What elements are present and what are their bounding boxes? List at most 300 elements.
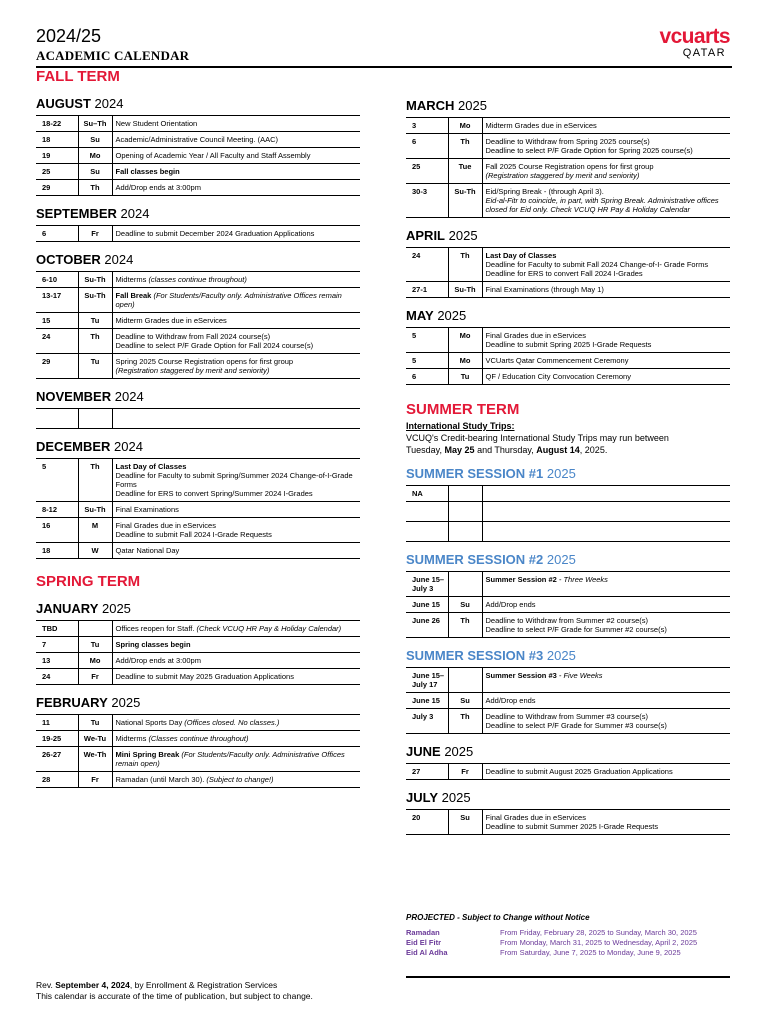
date-cell: 30-3 <box>406 184 448 218</box>
table-row <box>406 810 730 835</box>
fall-term-heading: FALL TERM <box>36 68 120 85</box>
date-cell: June 26 <box>406 613 448 638</box>
date-cell: 25 <box>36 164 78 180</box>
weekday-cell: Th <box>78 329 112 354</box>
event-cell <box>112 116 360 132</box>
event-cell <box>112 731 360 747</box>
study-trips-heading: International Study Trips: <box>406 421 515 431</box>
event-cell <box>112 772 360 788</box>
table-row <box>36 637 360 653</box>
event-text: Deadline to Withdraw from Spring 2025 course(s) <box>485 137 650 146</box>
event-text: Deadline to submit August 2025 Graduation Applications <box>485 767 673 776</box>
weekday-cell: Su–Th <box>78 116 112 132</box>
table-row <box>406 353 730 369</box>
month-heading <box>406 98 730 114</box>
date-cell <box>406 502 448 522</box>
summer-session-heading <box>406 648 730 664</box>
event-note: (For Students/Faculty only. Administrative Offices remain open) <box>115 291 342 309</box>
weekday-cell: Tu <box>78 715 112 731</box>
weekday-cell: Mo <box>448 328 482 353</box>
session-name: SUMMER SESSION #1 <box>406 466 544 481</box>
date-cell: 15 <box>36 313 78 329</box>
event-cell <box>112 518 360 543</box>
month-heading <box>36 389 360 405</box>
calendar-table <box>36 620 360 685</box>
event-detail: Deadline to select P/F Grade Option for Fall 2024 course(s) <box>115 341 314 350</box>
table-row <box>36 459 360 502</box>
month-heading <box>36 96 360 112</box>
note-line <box>406 444 730 456</box>
event-text: Add/Drop ends at 3:00pm <box>115 183 201 192</box>
weekday-cell: Fr <box>78 669 112 685</box>
event-cell <box>112 313 360 329</box>
academic-year: 2024/25 <box>36 26 102 46</box>
event-text: Ramadan (until March 30). <box>115 775 205 784</box>
event-cell <box>482 118 730 134</box>
event-note: (Subject to change!) <box>206 775 274 784</box>
month-name: MAY <box>406 308 434 323</box>
calendar-table <box>36 271 360 379</box>
weekday-cell: Su <box>448 597 482 613</box>
event-text: Mini Spring Break <box>115 750 180 759</box>
date-cell: June 15 <box>406 693 448 709</box>
event-cell <box>112 148 360 164</box>
weekday-cell: Su <box>78 132 112 148</box>
date-cell: June 15–July 3 <box>412 575 445 593</box>
event-cell <box>482 369 730 385</box>
event-cell <box>482 522 730 542</box>
table-row <box>36 313 360 329</box>
event-text: Last Day of Classes <box>485 251 557 260</box>
date-cell: 29 <box>36 180 78 196</box>
weekday-cell: Tu <box>78 354 112 379</box>
event-cell <box>482 597 730 613</box>
event-text: Fall Break <box>115 291 152 300</box>
date-cell: 27 <box>412 767 421 776</box>
weekday-cell: Th <box>448 709 482 734</box>
month-heading <box>36 439 360 455</box>
event-note: (Classes continue throughout) <box>148 734 249 743</box>
weekday-cell: Mo <box>448 353 482 369</box>
table-row <box>406 522 730 542</box>
date-cell: 6 <box>42 229 47 238</box>
event-detail: Deadline for Faculty to submit Fall 2024 Change-of-I- Grade Forms <box>485 260 709 269</box>
date-cell: 5 <box>42 462 47 471</box>
table-row <box>406 159 730 184</box>
event-text: Midterms <box>115 275 147 284</box>
event-text: Midterm Grades due in eServices <box>115 316 227 325</box>
event-text: Deadline to Withdraw from Summer #3 course(s) <box>485 712 649 721</box>
weekday-cell: Su-Th <box>448 282 482 298</box>
weekday-cell: Tu <box>448 369 482 385</box>
weekday-cell: We-Th <box>78 747 112 772</box>
event-cell <box>112 272 360 288</box>
month-heading <box>406 308 730 324</box>
event-note: (classes continue throughout) <box>148 275 247 284</box>
weekday-cell <box>448 502 482 522</box>
event-detail: Deadline to submit Summer 2025 I-Grade Requests <box>485 822 659 831</box>
event-cell <box>482 693 730 709</box>
month-year: 2025 <box>458 98 487 113</box>
session-year: 2025 <box>546 552 576 567</box>
projected-list <box>406 928 730 958</box>
table-row <box>406 369 730 385</box>
weekday-cell: M <box>78 518 112 543</box>
event-cell <box>112 621 360 637</box>
table-row <box>36 180 360 196</box>
weekday-cell: Mo <box>448 118 482 134</box>
note-fragment: and Thursday, <box>474 445 537 455</box>
table-row <box>406 134 730 159</box>
month-year: 2024 <box>94 96 124 111</box>
weekday-cell: Su-Th <box>78 272 112 288</box>
event-cell <box>112 288 360 313</box>
event-note: Eid-al-Fitr to coincide, in part, with Spring Break. Administrative offices closed for Eid only. Check VCUQ HR Pay & Holiday Calendar <box>485 196 719 214</box>
date-cell: 19-25 <box>36 731 78 747</box>
date-cell: 6 <box>406 369 448 385</box>
event-text: Summer Session #2 <box>485 575 557 584</box>
table-row <box>406 572 730 597</box>
table-row <box>406 693 730 709</box>
event-text: Eid/Spring Break - (through April 3). <box>485 187 604 196</box>
date-cell: 13-17 <box>36 288 78 313</box>
event-cell <box>112 459 360 502</box>
accuracy-note: This calendar is accurate of the time of publication, but subject to change. <box>36 991 313 1001</box>
date-cell: 5 <box>412 331 417 340</box>
event-cell <box>482 572 730 597</box>
month-year: 2025 <box>448 228 478 243</box>
event-note: - Five Weeks <box>558 671 603 680</box>
event-text: Add/Drop ends at 3:00pm <box>115 656 201 665</box>
weekday-cell: Tue <box>448 159 482 184</box>
weekday-cell: Su <box>78 164 112 180</box>
month-heading <box>406 790 730 806</box>
date-cell: 20 <box>412 813 421 822</box>
month-name: JULY <box>406 790 439 805</box>
table-row <box>406 709 730 734</box>
calendar-table <box>406 667 730 734</box>
date-cell: 16 <box>36 518 78 543</box>
event-text: Last Day of Classes <box>115 462 187 471</box>
table-row <box>36 329 360 354</box>
event-cell <box>112 180 360 196</box>
event-text: Deadline to Withdraw from Summer #2 course(s) <box>485 616 649 625</box>
holiday-name: Ramadan <box>406 928 440 937</box>
event-text: National Sports Day <box>115 718 183 727</box>
summer-session-heading <box>406 552 730 568</box>
event-cell <box>482 184 730 218</box>
table-row <box>36 148 360 164</box>
event-text: Spring 2025 Course Registration opens for first group <box>115 357 294 366</box>
event-text: Fall classes begin <box>115 167 180 176</box>
date-cell: 7 <box>36 637 78 653</box>
event-cell <box>482 248 730 282</box>
table-row <box>406 184 730 218</box>
event-text: Final Grades due in eServices <box>485 813 586 822</box>
event-note: (Registration staggered by merit and seniority) <box>485 171 640 180</box>
event-cell <box>482 709 730 734</box>
event-detail: Deadline to select P/F Grade for Summer #2 course(s) <box>485 625 667 634</box>
table-row <box>36 621 360 637</box>
event-cell <box>112 669 360 685</box>
table-row <box>36 272 360 288</box>
table-row <box>36 288 360 313</box>
event-text: Qatar National Day <box>115 546 180 555</box>
event-cell <box>482 668 730 693</box>
event-cell <box>112 354 360 379</box>
projected-title: PROJECTED - Subject to Change without Notice <box>406 913 590 922</box>
weekday-cell: Th <box>448 248 482 282</box>
month-heading <box>36 206 360 222</box>
month-heading <box>406 228 730 244</box>
event-text: Deadline to submit May 2025 Graduation Applications <box>115 672 294 681</box>
date-cell: 18-22 <box>42 119 62 128</box>
table-row <box>406 764 730 780</box>
calendar-table <box>36 458 360 559</box>
calendar-table <box>36 408 360 429</box>
month-name: MARCH <box>406 98 455 113</box>
event-cell <box>482 502 730 522</box>
month-name: OCTOBER <box>36 252 101 267</box>
event-note: (Registration staggered by merit and seniority) <box>115 366 270 375</box>
table-row <box>406 486 730 502</box>
calendar-table <box>36 225 360 242</box>
event-text: Add/Drop ends <box>485 600 536 609</box>
table-row <box>36 653 360 669</box>
table-row <box>36 747 360 772</box>
weekday-cell <box>448 522 482 542</box>
table-row <box>36 354 360 379</box>
weekday-cell: Mo <box>78 653 112 669</box>
note-line: VCUQ's Credit-bearing International Study Trips may run between <box>406 433 669 443</box>
event-cell <box>112 543 360 559</box>
date-cell: TBD <box>42 624 58 633</box>
event-cell <box>112 747 360 772</box>
event-note: (For Students/Faculty only. Administrative Offices remain open) <box>115 750 345 768</box>
date-cell: June 15–July 17 <box>412 671 445 689</box>
date-cell: 18 <box>36 543 78 559</box>
table-row <box>406 248 730 282</box>
month-name: NOVEMBER <box>36 389 112 404</box>
event-note: - Three Weeks <box>558 575 608 584</box>
table-row <box>36 409 360 429</box>
session-year: 2025 <box>546 466 576 481</box>
event-text: Midterms <box>115 734 147 743</box>
event-cell <box>482 159 730 184</box>
event-cell <box>112 164 360 180</box>
month-name: FEBRUARY <box>36 695 108 710</box>
weekday-cell: Tu <box>78 313 112 329</box>
note-fragment: , 2025. <box>579 445 608 455</box>
table-row <box>36 502 360 518</box>
logo-subtitle: QATAR <box>682 47 726 59</box>
calendar-table <box>406 485 730 542</box>
table-row <box>406 613 730 638</box>
month-year: 2025 <box>101 601 131 616</box>
table-row <box>36 132 360 148</box>
weekday-cell: Su-Th <box>78 502 112 518</box>
note-fragment: Tuesday, <box>406 445 445 455</box>
page-footer <box>36 980 313 1002</box>
holiday-range: From Saturday, June 7, 2025 to Monday, June 9, 2025 <box>500 948 681 957</box>
calendar-title: ACADEMIC CALENDAR <box>36 48 190 63</box>
note-fragment: August 14 <box>536 445 580 455</box>
month-name: SEPTEMBER <box>36 206 117 221</box>
date-cell: 5 <box>406 353 448 369</box>
month-heading <box>406 744 730 760</box>
event-cell <box>112 329 360 354</box>
date-cell: 24 <box>36 669 78 685</box>
event-text: VCUarts Qatar Commencement Ceremony <box>485 356 629 365</box>
weekday-cell: Th <box>78 180 112 196</box>
event-text: Midterm Grades due in eServices <box>485 121 597 130</box>
logo-wordmark: vcuarts <box>659 25 730 48</box>
event-cell <box>112 226 360 242</box>
note-fragment: May 25 <box>444 445 475 455</box>
date-cell: 19 <box>36 148 78 164</box>
month-name: APRIL <box>406 228 445 243</box>
weekday-cell <box>78 409 112 429</box>
date-cell <box>406 522 448 542</box>
event-cell <box>112 637 360 653</box>
summer-session-heading <box>406 466 730 482</box>
calendar-table <box>406 571 730 638</box>
month-year: 2024 <box>104 252 134 267</box>
month-year: 2024 <box>114 389 144 404</box>
holiday-name: Eid El Fitr <box>406 938 442 947</box>
event-cell <box>482 810 730 835</box>
month-heading <box>36 601 360 617</box>
month-name: DECEMBER <box>36 439 111 454</box>
event-text: Fall 2025 Course Registration opens for first group <box>485 162 654 171</box>
month-year: 2025 <box>441 790 471 805</box>
weekday-cell <box>448 486 482 502</box>
event-detail: Deadline to submit Spring 2025 I-Grade Requests <box>485 340 652 349</box>
event-cell <box>112 715 360 731</box>
table-row <box>36 669 360 685</box>
table-row <box>406 502 730 522</box>
event-text: Add/Drop ends <box>485 696 536 705</box>
holiday-name: Eid Al Adha <box>406 948 448 957</box>
event-detail: Deadline to select P/F Grade Option for Spring 2025 course(s) <box>485 146 693 155</box>
weekday-cell: W <box>78 543 112 559</box>
weekday-cell: Fr <box>78 226 112 242</box>
session-name: SUMMER SESSION #2 <box>406 552 544 567</box>
date-cell: 6-10 <box>42 275 58 284</box>
table-row <box>406 668 730 693</box>
table-row <box>36 226 360 242</box>
weekday-cell: Su <box>448 693 482 709</box>
event-cell <box>482 613 730 638</box>
month-year: 2024 <box>120 206 150 221</box>
table-row <box>406 328 730 353</box>
projected-holidays <box>406 912 730 978</box>
session-name: SUMMER SESSION #3 <box>406 648 544 663</box>
event-text: Final Grades due in eServices <box>115 521 216 530</box>
table-row <box>36 518 360 543</box>
event-detail: Deadline to submit Fall 2024 I-Grade Requests <box>115 530 272 539</box>
event-detail: Deadline for Faculty to submit Spring/Summer 2024 Change-of-I-Grade Forms <box>115 471 353 489</box>
right-column <box>406 68 730 835</box>
event-detail: Deadline to select P/F Grade for Summer #3 course(s) <box>485 721 667 730</box>
event-cell <box>112 653 360 669</box>
table-row <box>406 282 730 298</box>
event-cell <box>482 353 730 369</box>
vcuarts-qatar-logo <box>640 26 730 60</box>
event-note: (Check VCUQ HR Pay & Holiday Calendar) <box>196 624 342 633</box>
calendar-table <box>36 115 360 196</box>
event-text: Final Examinations (through May 1) <box>485 285 604 294</box>
weekday-cell <box>448 668 482 693</box>
calendar-table <box>406 247 730 298</box>
projected-row <box>406 938 730 948</box>
event-text: Final Grades due in eServices <box>485 331 586 340</box>
date-cell: 3 <box>412 121 417 130</box>
projected-row <box>406 928 730 938</box>
table-row <box>36 731 360 747</box>
spacer <box>406 68 730 88</box>
event-text: Academic/Administrative Council Meeting. (AAC) <box>115 135 279 144</box>
weekday-cell: Mo <box>78 148 112 164</box>
event-text: Deadline to submit December 2024 Graduation Applications <box>115 229 315 238</box>
date-cell: 28 <box>36 772 78 788</box>
table-row <box>406 118 730 134</box>
date-cell: 8-12 <box>36 502 78 518</box>
event-text: Offices reopen for Staff. <box>115 624 195 633</box>
calendar-table <box>36 714 360 788</box>
event-detail: Deadline for ERS to convert Fall 2024 I-Grades <box>485 269 643 278</box>
table-row <box>36 715 360 731</box>
weekday-cell <box>448 572 482 597</box>
table-row <box>36 772 360 788</box>
month-heading <box>36 252 360 268</box>
month-name: JANUARY <box>36 601 99 616</box>
month-year: 2025 <box>444 744 474 759</box>
table-row <box>406 597 730 613</box>
date-cell: 25 <box>406 159 448 184</box>
date-cell: 6 <box>406 134 448 159</box>
event-cell <box>112 502 360 518</box>
weekday-cell: Fr <box>78 772 112 788</box>
event-note: (Offices closed. No classes.) <box>184 718 280 727</box>
page-header <box>36 26 732 68</box>
weekday-cell: Th <box>78 459 112 502</box>
event-cell <box>112 409 360 429</box>
month-name: JUNE <box>406 744 441 759</box>
holiday-range: From Friday, February 28, 2025 to Sunday, March 30, 2025 <box>500 928 697 937</box>
session-year: 2025 <box>546 648 576 663</box>
weekday-cell: Th <box>448 613 482 638</box>
weekday-cell: Su-Th <box>448 184 482 218</box>
left-column <box>36 68 360 788</box>
month-year: 2024 <box>114 439 143 454</box>
event-cell <box>482 134 730 159</box>
spring-term-heading: SPRING TERM <box>36 573 141 590</box>
event-text: Deadline to Withdraw from Fall 2024 course(s) <box>115 332 271 341</box>
date-cell: 24 <box>36 329 78 354</box>
date-cell: 27-1 <box>406 282 448 298</box>
summer-term-heading: SUMMER TERM <box>406 401 520 418</box>
event-cell <box>482 764 730 780</box>
date-cell: 18 <box>36 132 78 148</box>
weekday-cell: We-Tu <box>78 731 112 747</box>
event-cell <box>482 486 730 502</box>
weekday-cell <box>78 621 112 637</box>
date-cell: 13 <box>36 653 78 669</box>
calendar-table <box>406 763 730 780</box>
date-cell: 29 <box>36 354 78 379</box>
event-text: QF / Education City Convocation Ceremony <box>485 372 631 381</box>
